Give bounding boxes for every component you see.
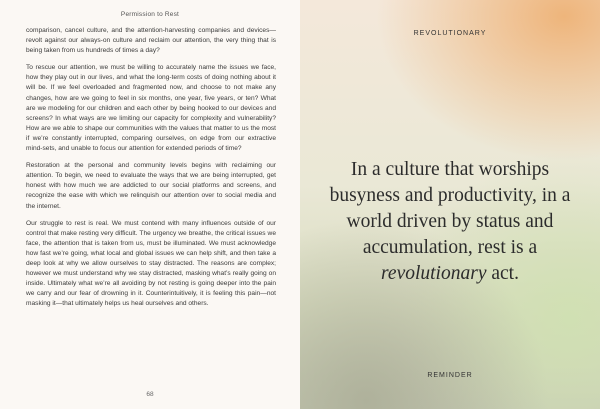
quote-text-after: act. bbox=[486, 263, 519, 284]
page-number: 68 bbox=[146, 391, 154, 398]
running-head: Permission to Rest bbox=[120, 11, 180, 18]
section-label: REVOLUTIONARY bbox=[413, 30, 487, 37]
paragraph-2: To rescue our attention, we must be willing to accurately name the issues we face, how they play out in our lives, and what the long-term costs of doing nothing about it will be. If we feel overloaded and fragmented now, and choose to not make any changes, how are we going to feel in six months, one year, five years, or ten? What are we modeling for our children and each other by being hooked to our devices and screens? In what ways are we limiting our capacity for complexity and vulnerability? How are we able to shape our communities with the values that matter to us the most if we’re constantly interrupted, comparing ourselves, on edge from our extractive mind-sets, and unable to focus our attention for extended periods of time? bbox=[26, 64, 276, 153]
reminder-label: REMINDER bbox=[427, 372, 473, 379]
paragraph-3: Restoration at the personal and community levels begins with reclaiming our attention. To begin, we need to evaluate the ways that we are being interrupted, get honest with how much we are addicted to our social platforms and screens, and recognize the ease with which we relinquish our attention over to social media and the internet. bbox=[26, 162, 276, 210]
right-page bbox=[300, 0, 600, 409]
pull-quote bbox=[320, 157, 580, 287]
quote-text-before: In a culture that worships busyness and productivity, in a world driven by status and accumulation, rest is a bbox=[329, 159, 571, 258]
paragraph-4: Our struggle to rest is real. We must contend with many influences outside of our control that make resting very difficult. The urgency we breathe, the critical issues we face, the attention that is taken from us, must be illuminated. We must acknowledge how fast we’re going, what local and global issues we can help shift, and then take a deep look at why we allow ourselves to stay distracted. The reasons are complex; however we must understand why we stay distracted, masking what’s really going on inside. Ultimately what we’re all avoiding by not resting is going deeper into the pain we carry and our fear of drowning in it. Counterintuitively, it is feeling this pain—not masking it—that ultimately helps us heal ourselves and others. bbox=[26, 219, 276, 308]
quote-emphasis: revolutionary bbox=[381, 263, 487, 284]
body-text bbox=[26, 26, 276, 316]
paragraph-1: comparison, cancel culture, and the attention-harvesting companies and devices—revolt against our always-on culture and reclaim our attention, the very thing that is being taken from us hundreds of times a day? bbox=[26, 27, 276, 55]
